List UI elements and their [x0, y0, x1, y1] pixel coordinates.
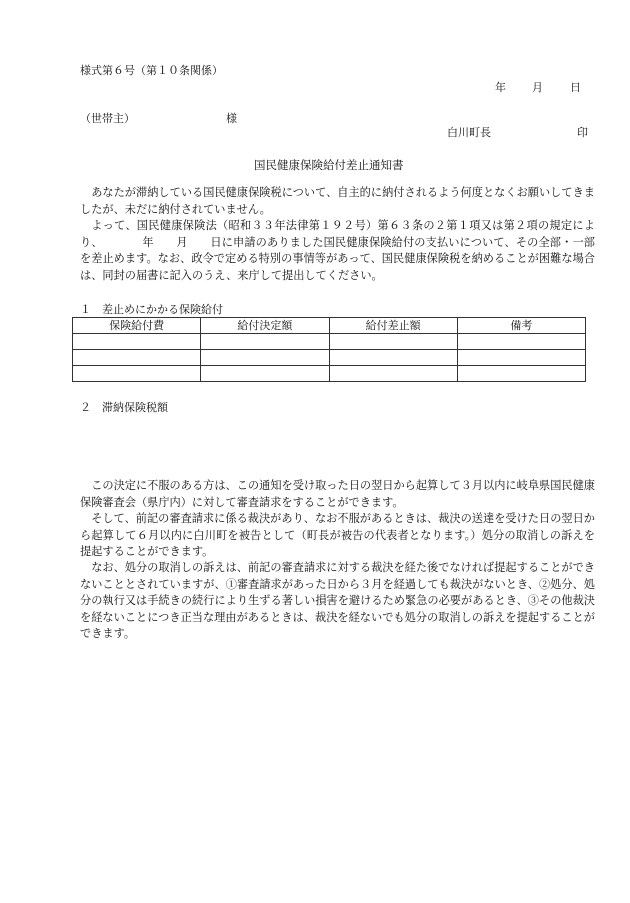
table-row — [73, 350, 586, 366]
document-title: 国民健康保険給付差止通知書 — [254, 158, 404, 172]
section-1-heading: １ 差止めにかかる保険給付 — [80, 303, 223, 316]
appeal-paragraph-3: なお、処分の取消しの訴えは、前記の審査請求に対する裁決を経た後でなければ提起することができないこととされていますが、①審査請求があった日から３月を経過しても裁決がないとき、②処分、処分の執行又は手続きの続行により生ずる著しい損害を避けるため緊急の必要があるとき、③その他裁決を経ないことにつき正当な理由があるときは、裁決を経ないでも処分の取消しの訴えを提起することができます。 — [80, 561, 595, 640]
table-cell — [329, 350, 457, 366]
table-cell — [201, 334, 329, 350]
benefit-table — [72, 317, 586, 382]
addressee-label: （世帯主） — [80, 112, 135, 125]
table-cell — [73, 350, 201, 366]
table-cell — [201, 366, 329, 382]
date-month-label: 月 — [532, 81, 543, 94]
appeal-paragraph-1: この決定に不服のある方は、この通知を受け取った日の翌日から起算して３月以内に岐阜県国民健康保険審査会（県庁内）に対して審査請求をすることができます。 — [80, 479, 595, 509]
table-cell — [73, 334, 201, 350]
date-day-label: 日 — [570, 81, 581, 94]
table-cell — [457, 334, 585, 350]
form-number: 様式第６号（第１０条関係） — [80, 64, 223, 77]
column-header: 給付差止額 — [329, 318, 457, 334]
body-paragraph-1: あなたが滞納している国民健康保険税について、自主的に納付されるよう何度となくお願いしてきましたが、未だに納付されていません。 — [80, 186, 595, 216]
table-cell — [73, 366, 201, 382]
table-cell — [201, 350, 329, 366]
addressee-honorific: 様 — [226, 112, 237, 125]
seal-mark: 印 — [577, 126, 588, 139]
table-cell — [329, 366, 457, 382]
appeal-paragraph-2: そして、前記の審査請求に係る裁決があり、なお不服があるときは、裁決の送達を受けた日の翌日から起算して６月以内に白川町を被告として（町長が被告の代表者となります。）処分の取消しの訴えを提起することができます。 — [80, 512, 595, 558]
section-2-heading: ２ 滞納保険税額 — [80, 401, 168, 414]
table-cell — [457, 366, 585, 382]
column-header: 保険給付費 — [73, 318, 201, 334]
table-cell — [457, 350, 585, 366]
table-cell — [329, 334, 457, 350]
table-row — [73, 366, 586, 382]
date-year-label: 年 — [495, 81, 506, 94]
issuer-title: 白川町長 — [447, 126, 491, 139]
body-paragraph-2: よって、国民健康保険法（昭和３３年法律第１９２号）第６３条の２第１項又は第２項の規定により、 年 月 日に申請のありました国民健康保険給付の支払いについて、その全部・一部を差止めます。なお、政令で定める特別の事情等があって、国民健康保険税を納めることが困難な場合は、同封の届書に記入のうえ、来庁して提出してください。 — [80, 219, 595, 282]
column-header: 給付決定額 — [201, 318, 329, 334]
table-header-row — [73, 318, 586, 334]
table-row — [73, 334, 586, 350]
column-header: 備考 — [457, 318, 585, 334]
